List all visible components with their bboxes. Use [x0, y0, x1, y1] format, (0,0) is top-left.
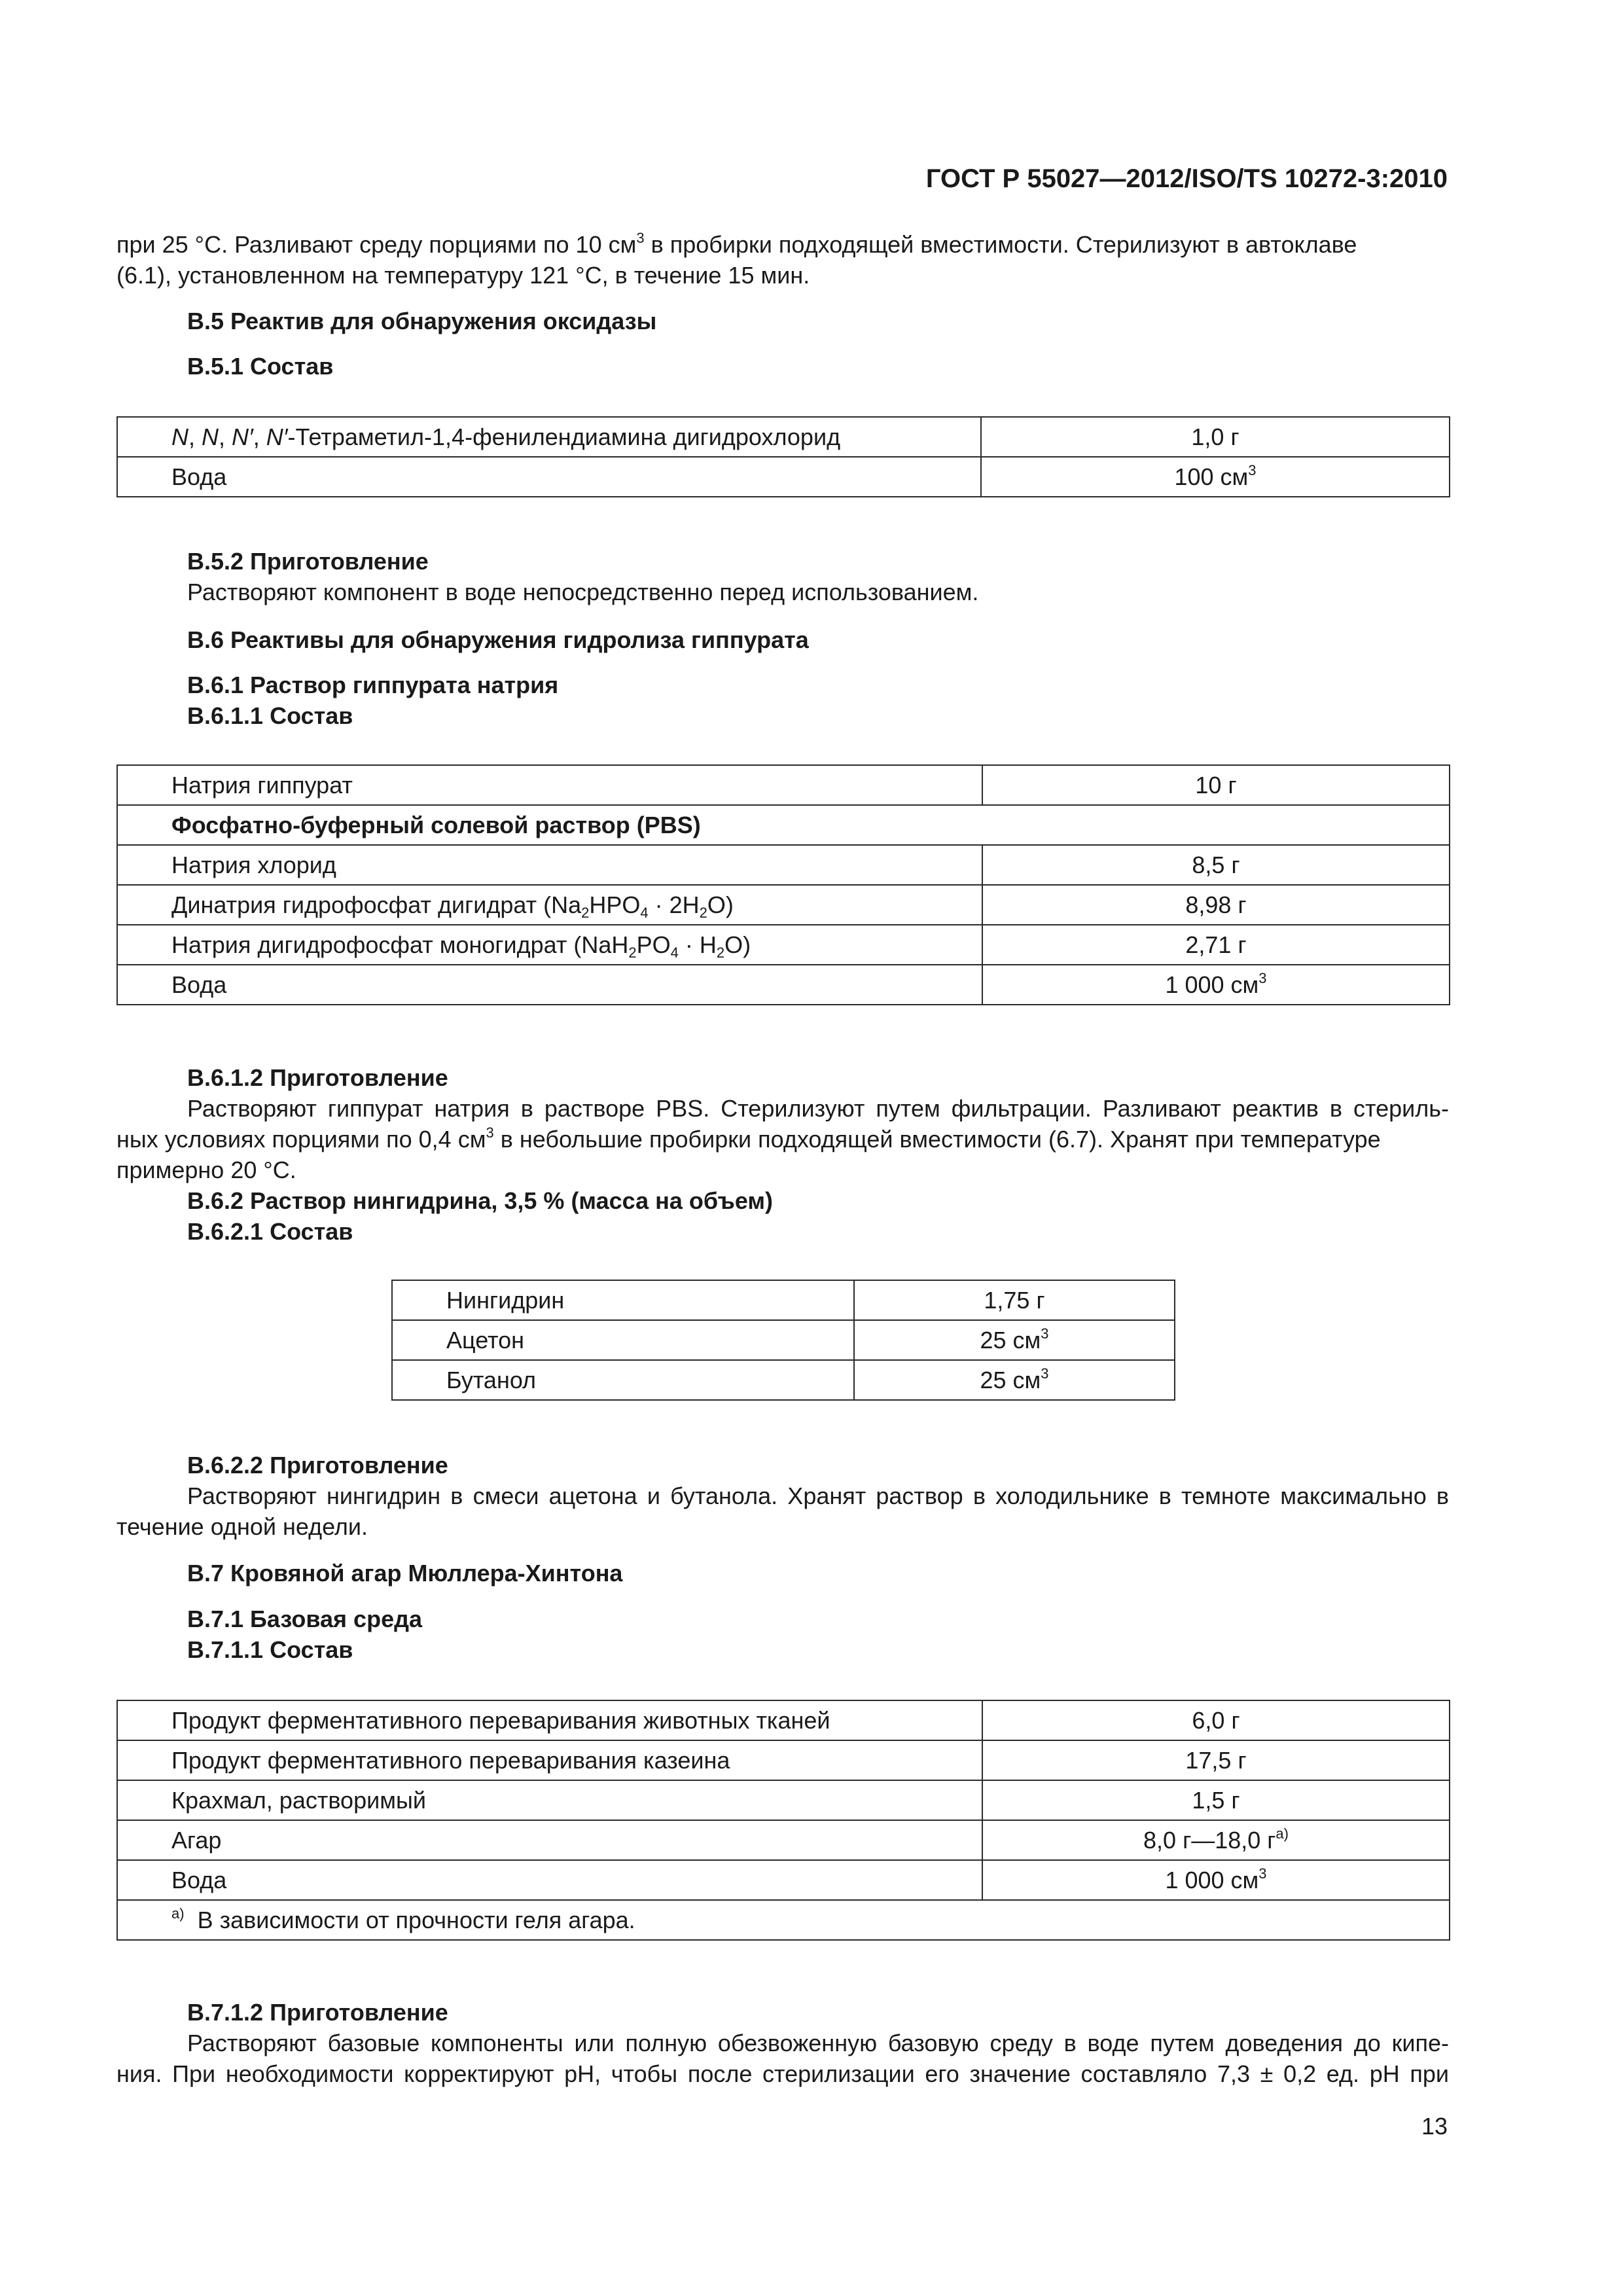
table-row [117, 1900, 1450, 1940]
table-row [117, 1700, 1450, 1740]
table-row [117, 417, 1450, 457]
section-b5-heading: В.5 Реактив для обнаружения оксидазы [187, 308, 657, 334]
section-b7-heading: В.7 Кровяной агар Мюллера-Хинтона [187, 1560, 623, 1587]
section-b51-heading: В.5.1 Состав [187, 353, 334, 380]
table-row [117, 1740, 1450, 1780]
table-cell: 1 000 $см^3$ [982, 965, 1450, 1005]
table-oxidase-reagent [116, 416, 1450, 497]
table-cell: Нингидрин [392, 1280, 854, 1320]
table-row [117, 765, 1450, 805]
table-row [392, 1280, 1175, 1320]
section-b612-heading: В.6.1.2 Приготовление [187, 1064, 448, 1091]
section-b52-text: Растворяют компонент в воде непосредственно перед использованием. [187, 579, 979, 605]
section-b61-heading: В.6.1 Раствор гиппурата натрия [187, 672, 559, 698]
table-cell: N, N, N′, N′-Тетраметил-1,4-фенилендиамина дигидрохлорид [117, 417, 981, 457]
table-base-medium [116, 1700, 1450, 1941]
table-row [117, 1860, 1450, 1900]
table-footnote: $^{а)}$ В зависимости от прочности геля агара. [117, 1900, 1450, 1940]
table-cell: 8,5 г [982, 845, 1450, 885]
table-cell: Динатрия гидрофосфат дигидрат $(Na_2HPO_4 \cdot 2H_2O)$ [117, 885, 982, 925]
section-b612-line-1: Растворяют гиппурат натрия в растворе PBS. Стерилизуют путем фильтрации. Разливают реактив в стериль- [187, 1095, 1449, 1122]
table-cell: Крахмал, растворимый [117, 1780, 982, 1820]
section-b621-heading: В.6.2.1 Состав [187, 1218, 353, 1245]
table-cell: Продукт ферментативного переваривания казеина [117, 1740, 982, 1780]
table-ninhydrin-solution [391, 1280, 1175, 1401]
table-row [117, 457, 1450, 497]
table-cell: Вода [117, 1860, 982, 1900]
section-b611-heading: В.6.1.1 Состав [187, 702, 353, 729]
table-cell: Вода [117, 457, 981, 497]
table-cell: Натрия дигидрофосфат моногидрат $(NaH_2PO_4 \cdot H_2O)$ [117, 925, 982, 965]
table-row [117, 965, 1450, 1005]
section-b712-line-1: Растворяют базовые компоненты или полную обезвоженную базовую среду в воде путем доведения до кипе- [187, 2030, 1449, 2056]
section-b6-heading: В.6 Реактивы для обнаружения гидролиза гиппурата [187, 626, 809, 653]
table-hippurate-solution [116, 764, 1450, 1005]
table-cell: 1 000 $см^3$ [982, 1860, 1450, 1900]
section-b622-line-2: течение одной недели. [116, 1513, 368, 1540]
section-b52-heading: В.5.2 Приготовление [187, 548, 429, 575]
table-row [392, 1360, 1175, 1400]
table-cell: 100 $см^3$ [981, 457, 1450, 497]
table-cell: Продукт ферментативного переваривания животных тканей [117, 1700, 982, 1740]
table-row [392, 1320, 1175, 1360]
table-cell: 25 $см^3$ [854, 1320, 1175, 1360]
standard-header: ГОСТ Р 55027—2012/ISO/TS 10272-3:2010 [925, 164, 1448, 193]
section-b712-line-2: ния. При необходимости корректируют рН, чтобы после стерилизации его значение составляло 7,3 ± 0,2 ед. рН при [116, 2060, 1449, 2087]
intro-line-1: при 25 °С. Разливают среду порциями по 10 $см^3$ в пробирки подходящей вместимости. Стерилизуют в автоклаве [116, 230, 1357, 258]
section-b622-line-1: Растворяют нингидрин в смеси ацетона и бутанола. Хранят раствор в холодильнике в темноте максимально в [187, 1482, 1449, 1509]
table-row [117, 1780, 1450, 1820]
table-cell: 1,75 г [854, 1280, 1175, 1320]
section-b71-heading: В.7.1 Базовая среда [187, 1605, 422, 1632]
table-cell: 10 г [982, 765, 1450, 805]
intro-line-2: (6.1), установленном на температуру 121 °С, в течение 15 мин. [116, 262, 810, 289]
table-row [117, 805, 1450, 845]
page-number: 13 [1421, 2113, 1448, 2140]
table-row [117, 845, 1450, 885]
table-cell: 1,5 г [982, 1780, 1450, 1820]
section-b612-line-3: примерно 20 °С. [116, 1157, 296, 1183]
table-row [117, 925, 1450, 965]
table-cell: 8,0 г—18,0 $г^{а)}$ [982, 1820, 1450, 1860]
table-cell: 2,71 г [982, 925, 1450, 965]
section-b612-line-2: ных условиях порциями по 0,4 $см^3$ в небольшие пробирки подходящей вместимости (6.7). Хранят при температуре [116, 1124, 1381, 1153]
table-cell: Натрия хлорид [117, 845, 982, 885]
table-cell: 6,0 г [982, 1700, 1450, 1740]
table-cell: 8,98 г [982, 885, 1450, 925]
table-row [117, 885, 1450, 925]
section-b711-heading: В.7.1.1 Состав [187, 1636, 353, 1663]
table-cell: Натрия гиппурат [117, 765, 982, 805]
table-cell: Вода [117, 965, 982, 1005]
table-cell: Агар [117, 1820, 982, 1860]
section-b712-heading: В.7.1.2 Приготовление [187, 1999, 448, 2026]
section-b62-heading: В.6.2 Раствор нингидрина, 3,5 % (масса на объем) [187, 1187, 774, 1214]
table-cell: Ацетон [392, 1320, 854, 1360]
table-cell: 25 $см^3$ [854, 1360, 1175, 1400]
table-cell: 17,5 г [982, 1740, 1450, 1780]
section-b622-heading: В.6.2.2 Приготовление [187, 1452, 448, 1479]
table-cell: 1,0 г [981, 417, 1450, 457]
table-row [117, 1820, 1450, 1860]
table-section-heading: Фосфатно-буферный солевой раствор (PBS) [117, 805, 1450, 845]
table-cell: Бутанол [392, 1360, 854, 1400]
